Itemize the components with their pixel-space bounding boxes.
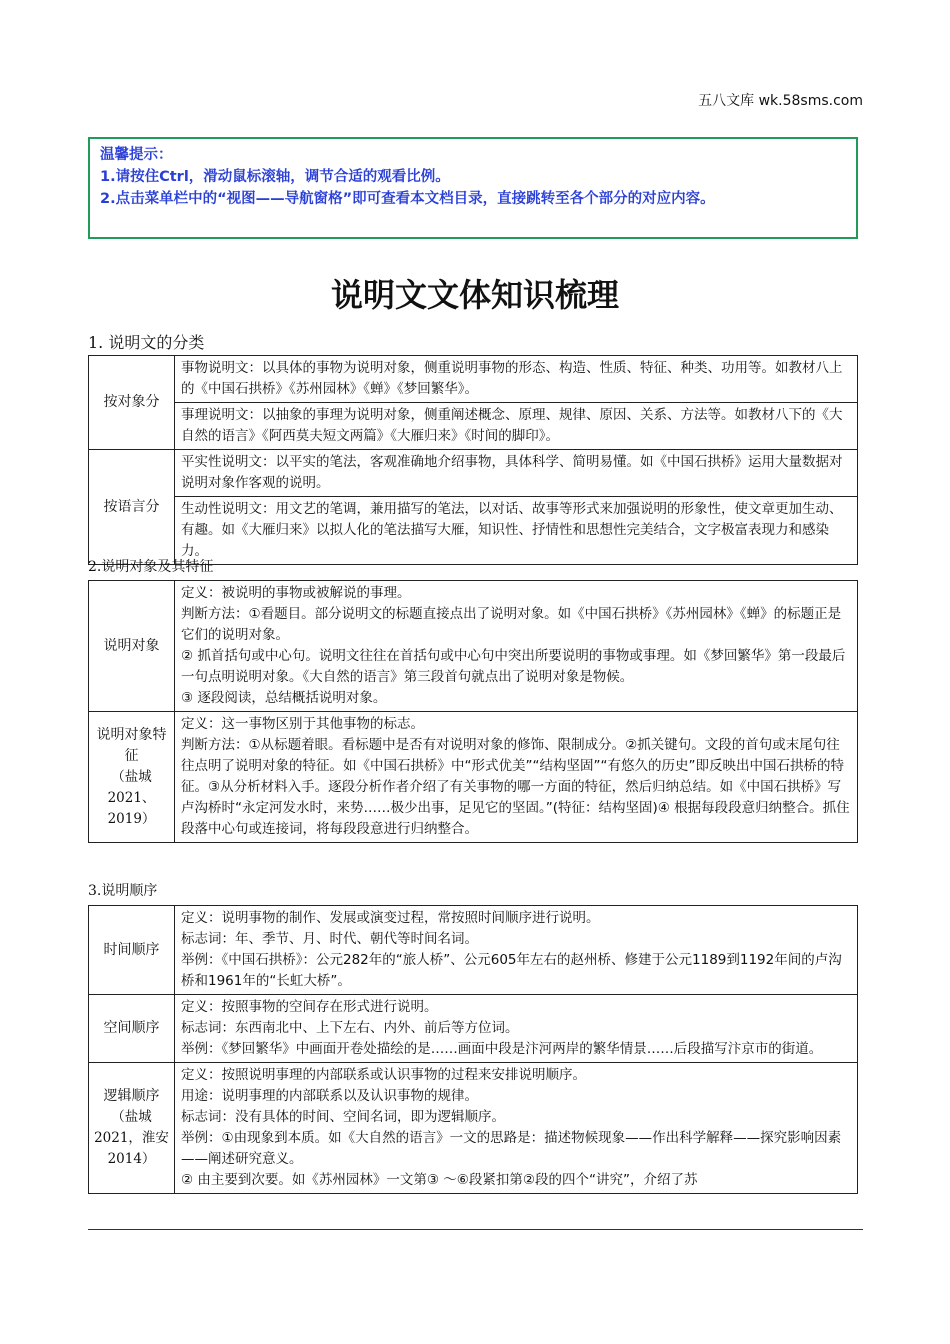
object-definition: 定义：被说明的事物或被解说的事理。 bbox=[181, 585, 411, 601]
logic-definition: 定义：按照说明事理的内部联系或认识事物的过程来安排说明顺序。 bbox=[181, 1067, 586, 1083]
label-logic-order bbox=[89, 1063, 175, 1194]
section-3-heading: 3.说明顺序 bbox=[88, 883, 158, 899]
order-table bbox=[88, 905, 858, 1194]
feature-method: 判断方法：①从标题着眼。看标题中是否有对说明对象的修饰、限制成分。②抓关键句。文段的首句或末尾句往往点明了说明对象的特征。如《中国石拱桥》中“形式优美”“结构坚固”“有悠久的历史”即反映出中国石拱桥的特征。③从分析材料入手。逐段分析作者介绍了有关事物的哪一方面的特征，然后归纳总结。如《中国石拱桥》写卢沟桥时“永定河发水时，来势……极少出事，足见它的坚固。”(特征：结构坚固)④ 根据每段段意归纳整合。抓住段落中心句或连接词，将每段段意进行归纳整合。 bbox=[181, 737, 850, 837]
label-feature bbox=[89, 712, 175, 843]
table-row bbox=[89, 356, 858, 403]
object-table bbox=[88, 580, 858, 843]
feature-label-source: （盐城2021、2019） bbox=[107, 768, 156, 827]
cell-vivid-explanatory: 生动性说明文：用文艺的笔调，兼用描写的笔法，以对话、故事等形式来加强说明的形象性，使文章更加生动、有趣。如《大雁归来》以拟人化的笔法描写大雁，知识性、抒情性和思想性完美结合，文字极富表现力和感染力。 bbox=[175, 497, 858, 565]
table-row bbox=[89, 712, 858, 843]
page-title: 说明文文体知识梳理 bbox=[330, 276, 619, 314]
table-row bbox=[89, 995, 858, 1063]
time-example: 举例：《中国石拱桥》：公元282年的“旅人桥”、公元605年左右的赵州桥、修建于公元1189到1192年间的卢沟桥和1961年的“长虹大桥”。 bbox=[181, 952, 842, 989]
section-2-heading: 2.说明对象及其特征 bbox=[88, 559, 214, 575]
table-row bbox=[89, 906, 858, 995]
object-method-1: 判断方法：①看题目。部分说明文的标题直接点出了说明对象。如《中国石拱桥》《苏州园林》《蝉》的标题正是它们的说明对象。 bbox=[181, 606, 842, 643]
cell-object bbox=[175, 581, 858, 712]
label-by-object: 按对象分 bbox=[89, 356, 175, 450]
classification-table bbox=[88, 355, 858, 565]
label-by-language: 按语言分 bbox=[89, 450, 175, 565]
logic-example-1: 举例：①由现象到本质。如《大自然的语言》一文的思路是：描述物候现象——作出科学解释——探究影响因素——阐述研究意义。 bbox=[181, 1130, 842, 1167]
feature-label-text: 说明对象特征 bbox=[96, 726, 167, 764]
table-row bbox=[89, 450, 858, 497]
tip-box bbox=[88, 137, 858, 239]
space-definition: 定义：按照事物的空间存在形式进行说明。 bbox=[181, 999, 438, 1015]
cell-plain-explanatory: 平实性说明文：以平实的笔法，客观准确地介绍事物，具体科学、简明易懂。如《中国石拱桥》运用大量数据对说明对象作客观的说明。 bbox=[175, 450, 858, 497]
section-1-heading: 1. 说明文的分类 bbox=[88, 333, 205, 352]
tip-title: 温馨提示： bbox=[100, 147, 173, 163]
label-time-order: 时间顺序 bbox=[89, 906, 175, 995]
cell-time-order bbox=[175, 906, 858, 995]
table-row bbox=[89, 1063, 858, 1194]
tip-line-1: 1.请按住Ctrl，滑动鼠标滚轴，调节合适的观看比例。 bbox=[100, 169, 450, 185]
logic-usage: 用途：说明事理的内部联系以及认识事物的规律。 bbox=[181, 1088, 478, 1104]
cell-logic-order bbox=[175, 1063, 858, 1194]
cell-reason-explanatory: 事理说明文：以抽象的事理为说明对象，侧重阐述概念、原理、规律、原因、关系、方法等。如教材八下的《大自然的语言》《阿西莫夫短文两篇》《大雁归来》《时间的脚印》。 bbox=[175, 403, 858, 450]
table-row bbox=[89, 581, 858, 712]
label-object: 说明对象 bbox=[89, 581, 175, 712]
table-row bbox=[89, 497, 858, 565]
logic-label-source: （盐城2021，淮安2014） bbox=[94, 1109, 169, 1167]
time-markers: 标志词：年、季节、月、时代、朝代等时间名词。 bbox=[181, 931, 478, 947]
cell-feature bbox=[175, 712, 858, 843]
label-space-order: 空间顺序 bbox=[89, 995, 175, 1063]
site-watermark: 五八文库 wk.58sms.com bbox=[698, 93, 863, 109]
tip-line-2: 2.点击菜单栏中的“视图——导航窗格”即可查看本文档目录，直接跳转至各个部分的对应内容。 bbox=[100, 191, 715, 207]
footer-divider bbox=[88, 1229, 863, 1230]
feature-definition: 定义：这一事物区别于其他事物的标志。 bbox=[181, 716, 424, 732]
object-method-3: ③ 逐段阅读，总结概括说明对象。 bbox=[181, 690, 387, 706]
space-markers: 标志词：东西南北中、上下左右、内外、前后等方位词。 bbox=[181, 1020, 519, 1036]
cell-thing-explanatory: 事物说明文：以具体的事物为说明对象，侧重说明事物的形态、构造、性质、特征、种类、功用等。如教材八上的《中国石拱桥》《苏州园林》《蝉》《梦回繁华》。 bbox=[175, 356, 858, 403]
cell-space-order bbox=[175, 995, 858, 1063]
space-example: 举例：《梦回繁华》中画面开卷处描绘的是……画面中段是汴河两岸的繁华情景……后段描写汴京市的街道。 bbox=[181, 1041, 823, 1057]
logic-label-text: 逻辑顺序 bbox=[103, 1088, 160, 1104]
logic-example-2: ② 由主要到次要。如《苏州园林》一文第③ ～⑥段紧扣第②段的四个“讲究”，介绍了苏 bbox=[181, 1172, 698, 1188]
table-row bbox=[89, 403, 858, 450]
time-definition: 定义：说明事物的制作、发展或演变过程，常按照时间顺序进行说明。 bbox=[181, 910, 600, 926]
logic-markers: 标志词：没有具体的时间、空间名词，即为逻辑顺序。 bbox=[181, 1109, 505, 1125]
object-method-2: ② 抓首括句或中心句。说明文往往在首括句或中心句中突出所要说明的事物或事理。如《梦回繁华》第一段最后一句点明说明对象。《大自然的语言》第三段首句就点出了说明对象是物候。 bbox=[181, 648, 846, 685]
